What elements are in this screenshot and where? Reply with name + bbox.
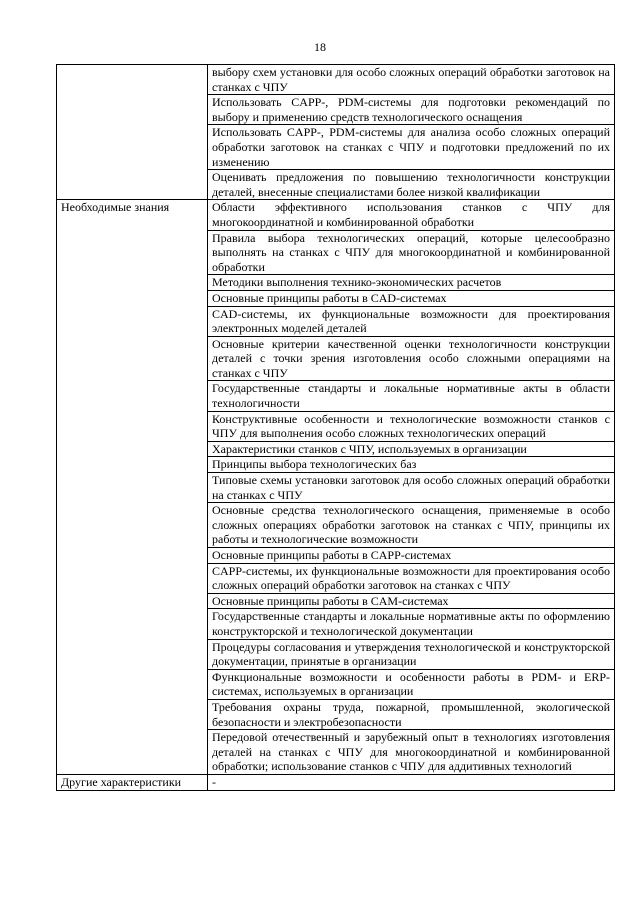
requirement-cell: Характеристики станков с ЧПУ, используемых в организации (208, 441, 615, 457)
section-label: Другие характеристики (57, 774, 208, 790)
requirement-cell: Требования охраны труда, пожарной, промышленной, экологической безопасности и электробезопасности (208, 699, 615, 729)
requirement-cell: Использовать CAPP-, PDM-системы для подготовки рекомендаций по выбору и применению средств технологического оснащения (208, 95, 615, 125)
requirement-cell: Государственные стандарты и локальные нормативные акты в области технологичности (208, 381, 615, 411)
requirement-cell: Основные принципы работы в CAD-системах (208, 290, 615, 306)
requirement-cell: Основные средства технологического оснащения, применяемые в особо сложных операциях обработки заготовок на станках с ЧПУ, принципы их работы и технологические возможности (208, 503, 615, 548)
requirement-cell: Методики выполнения технико-экономических расчетов (208, 275, 615, 291)
requirement-cell: Функциональные возможности и особенности работы в PDM- и ERP-системах, используемых в организации (208, 669, 615, 699)
requirement-cell: Правила выбора технологических операций, которые целесообразно выполнять на станках с ЧПУ для многокоординатной и комбинированной обработки (208, 230, 615, 275)
requirement-cell: Типовые схемы установки заготовок для особо сложных операций обработки на станках с ЧПУ (208, 473, 615, 503)
section-label: Необходимые знания (57, 200, 208, 775)
requirement-cell: Конструктивные особенности и технологические возможности станков с ЧПУ для выполнения особо сложных технологических операций (208, 411, 615, 441)
page-number: 18 (314, 40, 326, 54)
requirement-cell: Основные принципы работы в CAPP-системах (208, 548, 615, 564)
requirement-cell: CAPP-системы, их функциональные возможности для проектирования особо сложных операций обработки заготовок на станках с ЧПУ (208, 563, 615, 593)
requirement-cell: Передовой отечественный и зарубежный опыт в технологиях изготовления деталей на станках с ЧПУ для многокоординатной и комбинированной обработки; использование станков с ЧПУ для аддитивных технологий (208, 730, 615, 775)
table-row (57, 65, 615, 95)
requirement-cell: Использовать CAPP-, PDM-системы для анализа особо сложных операций обработки заготовок на станках с ЧПУ и подготовки предложений по их изменению (208, 125, 615, 170)
requirement-cell: Области эффективного использования станков с ЧПУ для многокоординатной и комбинированной обработки (208, 200, 615, 230)
requirement-cell: Основные принципы работы в CAM-системах (208, 593, 615, 609)
requirement-cell: - (208, 774, 615, 790)
table-row (57, 200, 615, 230)
requirement-cell: выбору схем установки для особо сложных операций обработки заготовок на станках с ЧПУ (208, 65, 615, 95)
table-row (57, 774, 615, 790)
section-label (57, 65, 208, 200)
requirement-cell: Основные критерии качественной оценки технологичности конструкции деталей с точки зрения изготовления особо сложными операциями на станках с ЧПУ (208, 336, 615, 381)
requirement-cell: Принципы выбора технологических баз (208, 457, 615, 473)
requirements-table-body (57, 65, 615, 791)
requirement-cell: Процедуры согласования и утверждения технологической и конструкторской документации, принятые в организации (208, 639, 615, 669)
requirement-cell: CAD-системы, их функциональные возможности для проектирования электронных моделей деталей (208, 306, 615, 336)
requirements-table (56, 64, 615, 791)
requirement-cell: Государственные стандарты и локальные нормативные акты по оформлению конструкторской и технологической документации (208, 609, 615, 639)
requirement-cell: Оценивать предложения по повышению технологичности конструкции деталей, внесенные специалистами более низкой квалификации (208, 170, 615, 200)
